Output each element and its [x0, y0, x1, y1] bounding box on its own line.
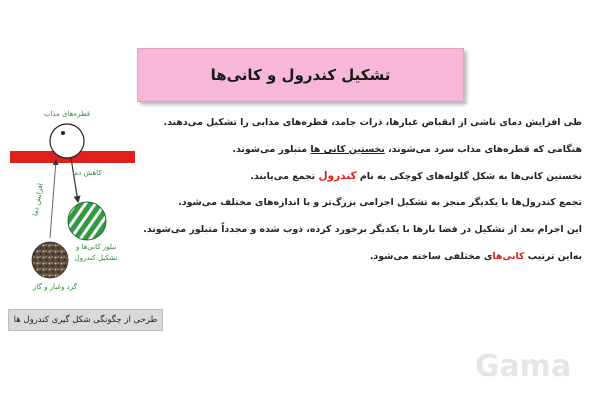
cooling-label: کاهش دما — [72, 169, 102, 177]
paragraph-1: طی افزایش دمای ناشی از انقباض غبارها، ذرات جامد، قطره‌های مذابی را تشکیل می‌دهند. — [163, 117, 582, 128]
title-box — [137, 48, 464, 102]
heating-label: افزایش دما — [31, 182, 45, 217]
paragraph-4: تجمع کندرول‌ها با یکدیگر منجر به تشکیل اجرامی بزرگ‌تر و با اندازه‌های مختلف می‌شود. — [178, 197, 582, 209]
droplet-circle — [50, 124, 84, 158]
crystal-circle — [68, 202, 106, 240]
gama-watermark-logo — [464, 346, 582, 386]
droplet-label: قطره‌های مذاب — [43, 110, 91, 118]
paragraph-6: به‌این ترتیب کانی‌های مختلفی ساخته می‌شود. — [369, 250, 582, 262]
highlight-chondrule: کندرول — [318, 169, 357, 182]
page-title: تشکیل کندرول و کانی‌ها — [210, 66, 391, 84]
svg-text:Gama: Gama — [474, 349, 572, 384]
chondrule-diagram — [0, 100, 170, 332]
highlight-minerals: کانی‌ها — [492, 250, 525, 262]
dust-circle — [32, 242, 68, 278]
underlined-text: نخستین کانی‌ ها — [310, 143, 385, 155]
paragraph-2: هنگامی که قطره‌های مذاب سرد می‌شوند، نخستین کانی‌ ها متبلور می‌شوند. — [232, 143, 582, 155]
body-text — [143, 116, 582, 277]
paragraph-5: این اجرام بعد از تشکیل در فضا بارها با یکدیگر برخورد کرده، ذوب شده و مجدداً متبلور می‌شوند. — [143, 224, 582, 236]
crystals-label-2: تشکیل کندرول — [74, 254, 118, 262]
diagram-caption — [8, 309, 163, 331]
paragraph-3: نخستین کانی‌ها به شکل گلوله‌های کوچکی به نام کندرول تجمع می‌یابند. — [250, 169, 582, 182]
crystals-label-1: تبلور کانی‌ها و — [75, 243, 117, 251]
caption-text: طرحی از چگونگی شکل گیری کندرول ها — [13, 315, 158, 325]
dust-label: گرد وغبار و گاز — [33, 283, 77, 291]
